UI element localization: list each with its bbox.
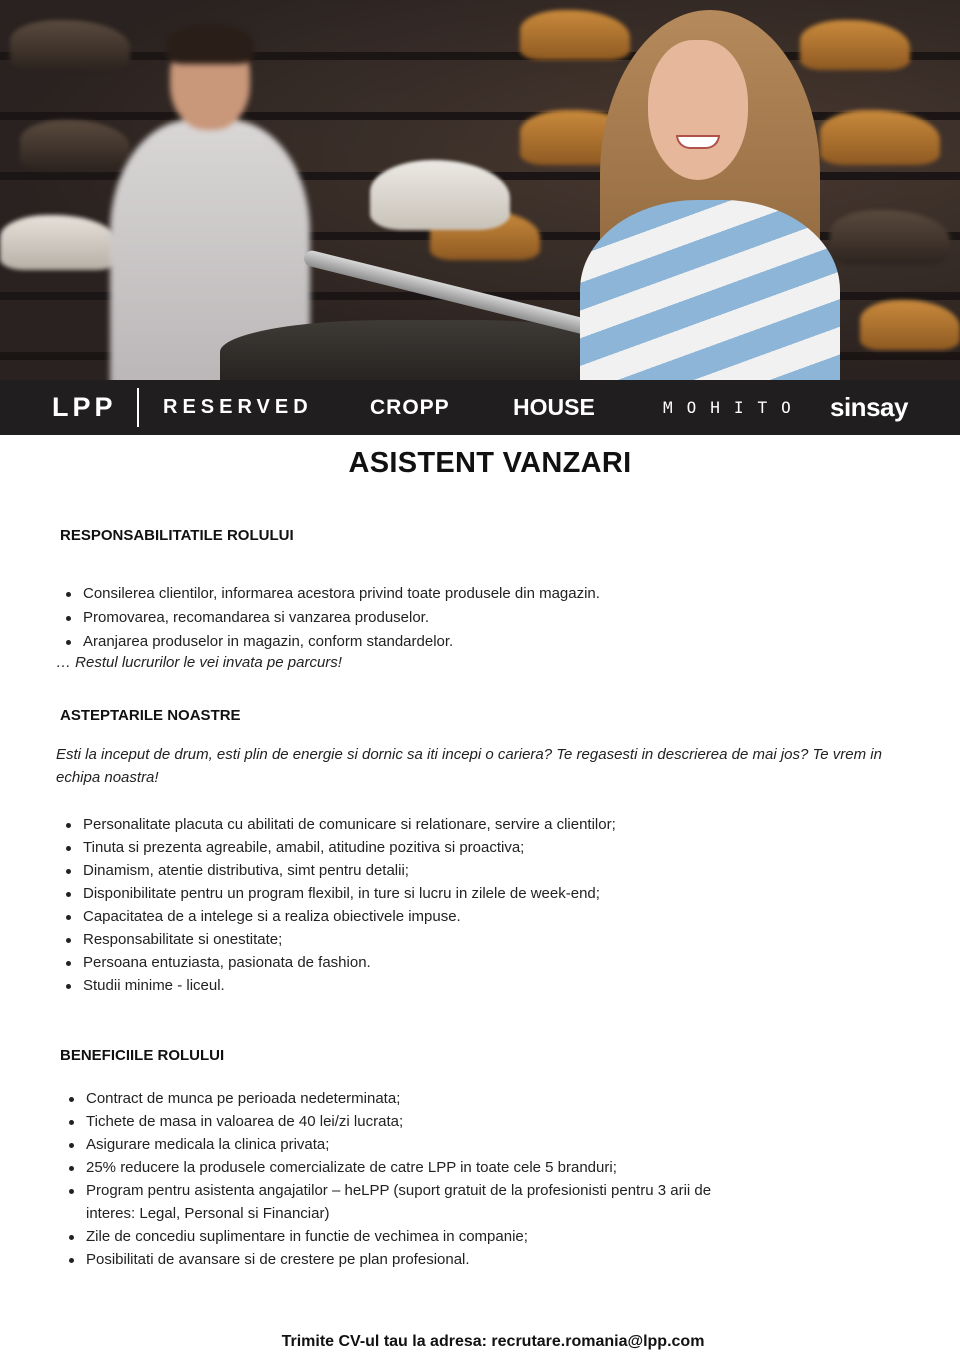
lpp-logo: LPP bbox=[52, 392, 117, 422]
responsibilities-list bbox=[83, 582, 600, 654]
list-item: Persoana entuziasta, pasionata de fashion. bbox=[83, 951, 616, 974]
list-item: Asigurare medicala la clinica privata; bbox=[86, 1133, 711, 1156]
mohito-logo: MOHITO bbox=[663, 398, 805, 417]
brand-divider bbox=[137, 388, 139, 427]
list-item: Capacitatea de a intelege si a realiza obiectivele impuse. bbox=[83, 905, 616, 928]
list-item: Zile de concediu suplimentare in functie de vechimea in companie; bbox=[86, 1225, 711, 1248]
contact-footer: Trimite CV-ul tau la adresa: recrutare.romania@lpp.com bbox=[281, 1333, 705, 1350]
benefits-heading: BENEFICIILE ROLULUI bbox=[60, 1047, 225, 1064]
sinsay-logo: sinsay bbox=[830, 392, 908, 422]
list-item: Disponibilitate pentru un program flexibil, in ture si lucru in zilele de week-end; bbox=[83, 882, 616, 905]
list-item: Tichete de masa in valoarea de 40 lei/zi lucrata; bbox=[86, 1110, 711, 1133]
list-item: Consilerea clientilor, informarea acestora privind toate produsele din magazin. bbox=[83, 582, 600, 606]
list-item: 25% reducere la produsele comercializate de catre LPP in toate cele 5 branduri; bbox=[86, 1156, 711, 1179]
list-item: Studii minime - liceul. bbox=[83, 974, 616, 997]
reserved-logo: RESERVED bbox=[163, 396, 313, 418]
expectations-list bbox=[83, 813, 616, 997]
list-item-continuation: interes: Legal, Personal si Financiar) bbox=[86, 1205, 330, 1222]
brand-bar bbox=[0, 380, 960, 435]
list-item: Program pentru asistenta angajatilor – heLPP (suport gratuit de la profesionisti pentru 3 arii de bbox=[86, 1179, 711, 1202]
expectations-heading: ASTEPTARILE NOASTRE bbox=[60, 707, 241, 724]
list-item: Tinuta si prezenta agreabile, amabil, atitudine pozitiva si proactiva; bbox=[83, 836, 616, 859]
saleswoman-figure bbox=[580, 0, 840, 380]
list-item: Dinamism, atentie distributiva, simt pentru detalii; bbox=[83, 859, 616, 882]
list-item: Contract de munca pe perioada nedeterminata; bbox=[86, 1087, 711, 1110]
expectations-intro: Esti la inceput de drum, esti plin de energie si dornic sa iti incepi o cariera? Te regasesti in descrierea de mai jos? Te vrem in echipa noastra! bbox=[56, 746, 882, 786]
list-item: Responsabilitate si onestitate; bbox=[83, 928, 616, 951]
house-logo: HOUSE bbox=[513, 394, 595, 420]
page-title: ASISTENT VANZARI bbox=[348, 447, 632, 479]
responsibilities-heading: RESPONSABILITATILE ROLULUI bbox=[60, 527, 294, 544]
responsibilities-note: … Restul lucrurilor le vei invata pe parcurs! bbox=[56, 654, 342, 671]
list-item: Posibilitati de avansare si de crestere pe plan profesional. bbox=[86, 1248, 711, 1271]
cropp-logo: CROPP bbox=[370, 396, 450, 419]
list-item: Promovarea, recomandarea si vanzarea produselor. bbox=[83, 606, 600, 630]
list-item: Personalitate placuta cu abilitati de comunicare si relationare, servire a clientilor; bbox=[83, 813, 616, 836]
list-item: Aranjarea produselor in magazin, conform standardelor. bbox=[83, 630, 600, 654]
hero-photo bbox=[0, 0, 960, 380]
benefits-list bbox=[86, 1087, 711, 1271]
